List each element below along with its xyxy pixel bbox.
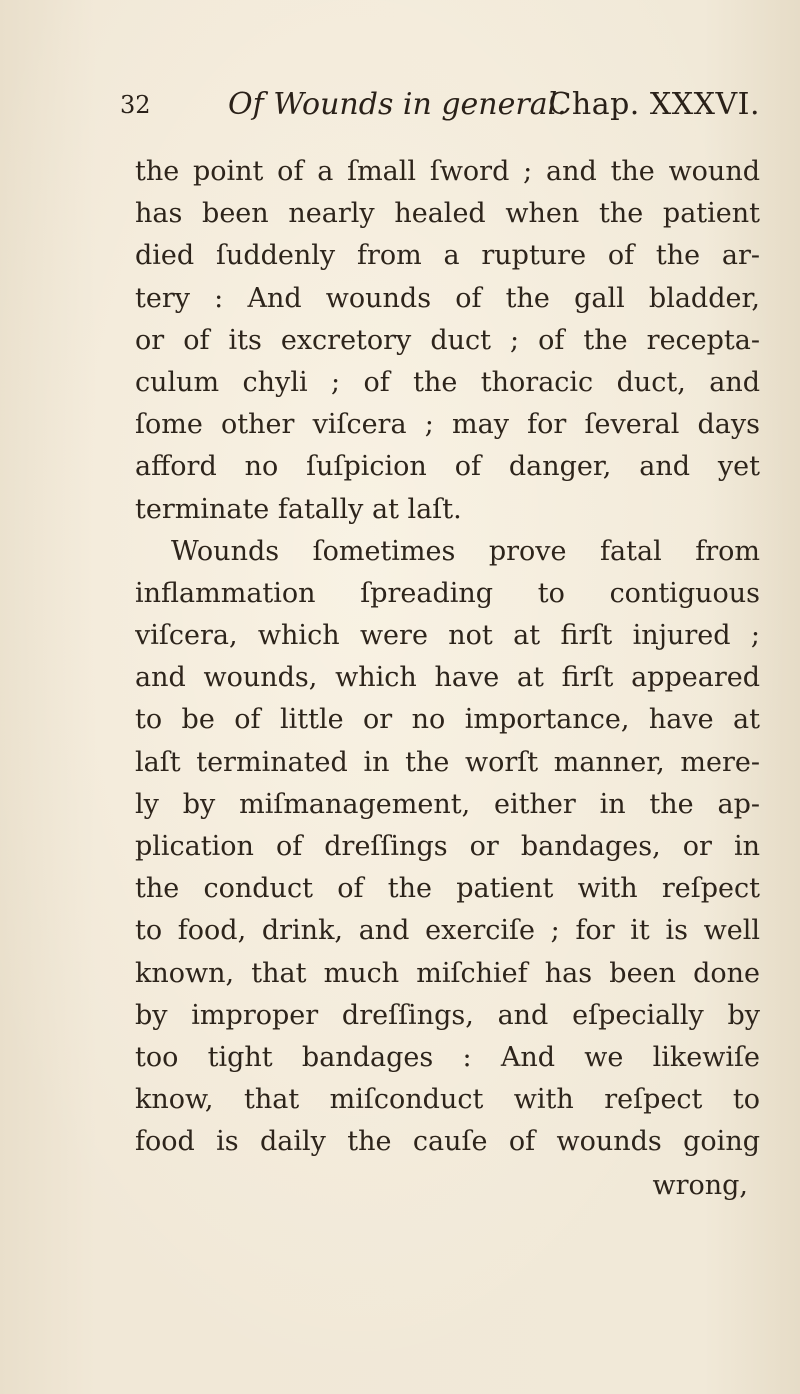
page-number: 32 [120, 91, 151, 119]
text-line: ly by miſmanagement, either in the ap- [135, 788, 760, 820]
chapter-heading: Chap. XXXVI. [548, 87, 760, 122]
text-line-paragraph-start: Wounds ſometimes prove fatal from [171, 535, 760, 567]
text-line: inflammation ſpreading to contiguous [135, 577, 760, 609]
text-line: the point of a ſmall ſword ; and the wound [135, 156, 760, 187]
text-line: afford no ſuſpicion of danger, and yet [135, 451, 760, 483]
text-line: tery : And wounds of the gall bladder, [135, 282, 760, 314]
page-header [120, 82, 760, 128]
text-line: by improper dreſſings, and eſpecially by [135, 999, 760, 1031]
text-line: known, that much miſchief has been done [135, 957, 760, 989]
body-text [135, 151, 760, 1164]
text-line: died ſuddenly from a rupture of the ar- [135, 240, 760, 272]
text-line: culum chyli ; of the thoracic duct, and [135, 366, 760, 398]
text-line: plication of dreſſings or bandages, or in [135, 831, 760, 862]
text-line: the conduct of the patient with reſpect [135, 873, 760, 905]
text-line: to be of little or no importance, have at [135, 704, 760, 736]
text-line: has been nearly healed when the patient [135, 198, 760, 230]
text-line: laſt terminated in the worſt manner, mere- [135, 746, 760, 778]
text-line: know, that miſconduct with reſpect to [135, 1084, 760, 1116]
running-title: Of Wounds in general. [228, 87, 567, 122]
text-line: to food, drink, and exerciſe ; for it is well [135, 915, 760, 947]
text-line: ſome other viſcera ; may for ſeveral days [135, 409, 760, 441]
text-line: and wounds, which have at firſt appeared [135, 662, 760, 694]
text-line: viſcera, which were not at firſt injured ; [135, 620, 760, 652]
text-line: food is daily the cauſe of wounds going [135, 1126, 760, 1158]
text-line: or of its excretory duct ; of the recepta- [135, 324, 760, 356]
text-line: too tight bandages : And we likewiſe [135, 1041, 760, 1073]
text-line-paragraph-end: terminate fatally at laſt. [135, 493, 462, 525]
catchword: wrong, [652, 1170, 748, 1201]
